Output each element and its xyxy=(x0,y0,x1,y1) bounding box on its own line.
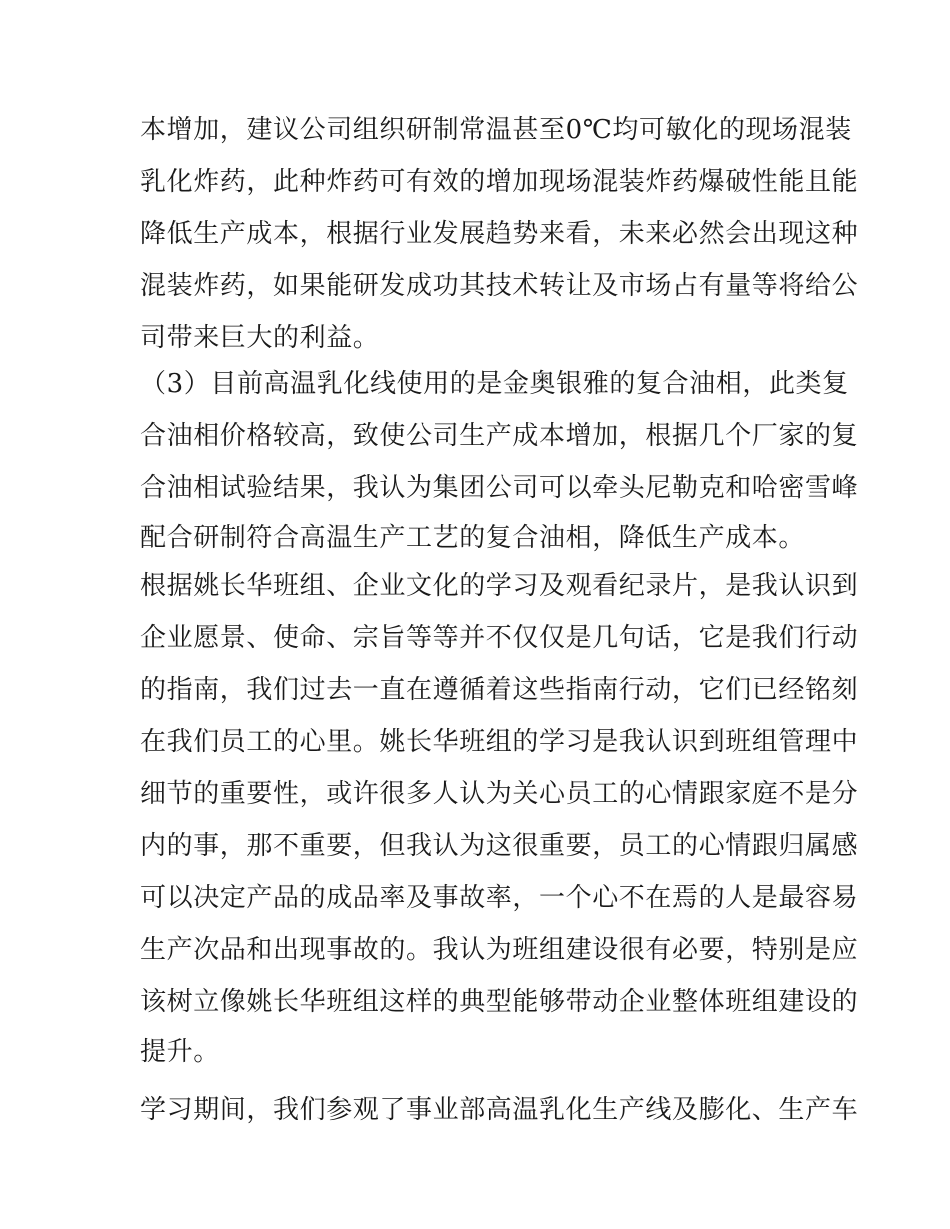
text-line: 提升。 xyxy=(140,1037,220,1067)
text-line: 混装炸药，如果能研发成功其技术转让及市场占有量等将给公 xyxy=(140,271,859,301)
text-line: 合油相价格较高，致使公司生产成本增加，根据几个厂家的复 xyxy=(140,421,859,451)
text-line: 可以决定产品的成品率及事故率，一个心不在焉的人是最容易 xyxy=(140,883,859,913)
text-line: 乳化炸药，此种炸药可有效的增加现场混装炸药爆破性能且能 xyxy=(140,167,859,197)
text-line: 根据姚长华班组、企业文化的学习及观看纪录片，是我认识到 xyxy=(140,571,859,601)
text-line: 司带来巨大的利益。 xyxy=(140,323,380,353)
text-line: 细节的重要性，或许很多人认为关心员工的心情跟家庭不是分 xyxy=(140,779,859,809)
text-line: 本增加，建议公司组织研制常温甚至0℃均可敏化的现场混装 xyxy=(140,115,852,145)
text-line: 配合研制符合高温生产工艺的复合油相，降低生产成本。 xyxy=(140,523,806,553)
text-line: 的指南，我们过去一直在遵循着这些指南行动，它们已经铭刻 xyxy=(140,675,859,705)
text-line: 内的事，那不重要，但我认为这很重要，员工的心情跟归属感 xyxy=(140,831,859,861)
text-line: 在我们员工的心里。姚长华班组的学习是我认识到班组管理中 xyxy=(140,727,859,757)
text-line: 合油相试验结果，我认为集团公司可以牵头尼勒克和哈密雪峰 xyxy=(140,473,859,503)
text-line: 降低生产成本，根据行业发展趋势来看，未来必然会出现这种 xyxy=(140,219,859,249)
text-line: （3）目前高温乳化线使用的是金奥银雅的复合油相，此类复 xyxy=(140,369,849,399)
text-line: 学习期间，我们参观了事业部高温乳化生产线及膨化、生产车 xyxy=(140,1095,859,1125)
text-line: 该树立像姚长华班组这样的典型能够带动企业整体班组建设的 xyxy=(140,987,859,1017)
text-line: 生产次品和出现事故的。我认为班组建设很有必要，特别是应 xyxy=(140,935,859,965)
text-line: 企业愿景、使命、宗旨等等并不仅仅是几句话，它是我们行动 xyxy=(140,623,859,653)
